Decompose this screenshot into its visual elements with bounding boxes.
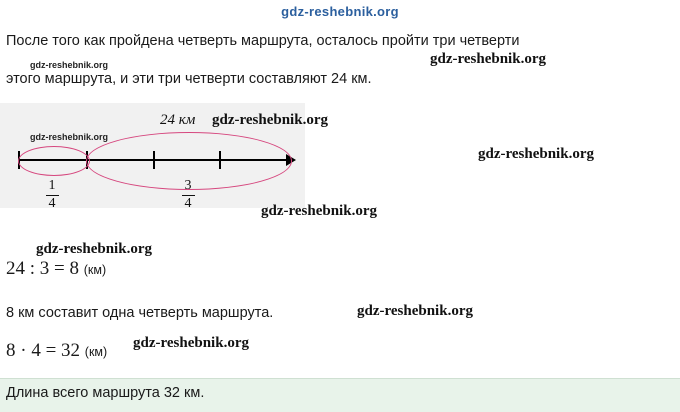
diagram-brace-quarter — [18, 146, 90, 176]
solution-step-2 — [6, 340, 107, 362]
watermark: gdz-reshebnik.org — [36, 241, 152, 257]
watermark: gdz-reshebnik.org — [478, 146, 594, 162]
watermark: gdz-reshebnik.org — [212, 112, 328, 128]
answer-text: Длина всего маршрута 32 км. — [6, 385, 205, 401]
site-title: gdz-reshebnik.org — [281, 4, 399, 19]
watermark: gdz-reshebnik.org — [430, 51, 546, 67]
problem-line-2: этого маршрута, и эти три четверти составляют 24 км. — [6, 71, 372, 87]
fraction-denominator: 4 — [48, 195, 56, 211]
diagram-fraction-one-quarter — [37, 179, 67, 211]
solution-step-1-unit: (км) — [83, 263, 107, 277]
solution-step-2-expression: 8 · 4 = 32 — [6, 340, 81, 361]
fraction-denominator: 4 — [184, 195, 192, 211]
watermark: gdz-reshebnik.org — [30, 60, 109, 70]
watermark: gdz-reshebnik.org — [357, 303, 473, 319]
diagram-fraction-three-quarters — [173, 179, 203, 211]
solution-step-1 — [6, 258, 106, 280]
fraction-numerator: 3 — [184, 178, 192, 193]
watermark: gdz-reshebnik.org — [30, 132, 109, 142]
watermark: gdz-reshebnik.org — [261, 203, 377, 219]
watermark: gdz-reshebnik.org — [133, 335, 249, 351]
solution-step-2-unit: (км) — [84, 345, 108, 359]
problem-line-1: После того как пройдена четверть маршрута, осталось пройти три четверти — [6, 33, 520, 49]
solution-explanation: 8 км составит одна четверть маршрута. — [6, 305, 274, 321]
solution-step-1-expression: 24 : 3 = 8 — [6, 258, 79, 279]
fraction-numerator: 1 — [48, 178, 56, 193]
diagram-total-label: 24 км — [160, 112, 196, 128]
